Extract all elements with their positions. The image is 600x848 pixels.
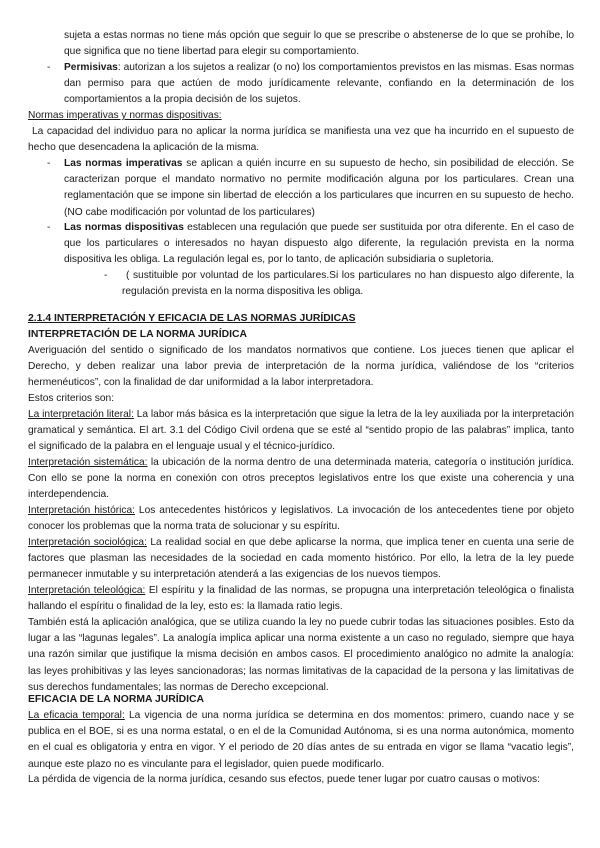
sociologica-text: La realidad social en que debe aplicarse la norma, que implica tener en cuenta una serie de factores que plasman las necesidades de la sociedad en cada momento histórico. Por ello, la letra de la ley puede permanecer inmutable y su interpretación atenderá a las exigencias de los nuevos tiempos. <box>28 537 575 581</box>
dispositivas-item <box>64 220 574 269</box>
interpretacion-heading: INTERPRETACIÓN DE LA NORMA JURÍDICA <box>28 329 247 340</box>
teleologica-term: Interpretación teleológica: <box>28 585 146 596</box>
perdida-paragraph: La pérdida de vigencia de la norma jurídica, cesando sus efectos, puede tener lugar por cuatro causas o motivos: <box>28 774 540 785</box>
analogica-paragraph: También está la aplicación analógica, que se utiliza cuando la ley no puede cubrir todas las situaciones posibles. Esto da lugar a las “lagunas legales”. La analogía implica aplicar una norma existente a un caso no regulado, siempre que haya una razón similar que justifique la misma decisión en ambos casos. El procedimiento analógico no admite la analogía: las leyes prohibitivas y las leyes sancionadoras; las normas limitativas de la capacidad de la persona y las limitativas de sus derechos fundamentales; las normas de Derecho excepcional. <box>28 617 574 693</box>
eficacia-heading: EFICACIA DE LA NORMA JURÍDICA <box>28 694 205 705</box>
imperativas-text: se aplican a quién incurre en su supuesto de hecho, sin posibilidad de elección. Se caracterizan porque el mandato normativo no permite modificación alguna por los particulares. Crean una reglamentación que se impone sin libertad de elección a los particulares que incurren en su supuesto de hecho. (NO cabe modificación por voluntad de los particulares) <box>64 158 574 218</box>
imperativas-term: Las normas imperativas <box>64 158 183 169</box>
sub-bullet-dash: - <box>104 270 108 281</box>
temporal-paragraph <box>28 708 574 773</box>
imperativas-item <box>64 156 574 221</box>
temporal-term: La eficacia temporal: <box>28 710 125 721</box>
historica-paragraph <box>28 503 574 535</box>
permisivas-term: Permisivas <box>64 62 118 73</box>
imp-disp-title: Normas imperativas y normas dispositivas: <box>28 110 222 121</box>
interpretacion-intro: Averiguación del sentido o significado de los mandatos normativos que contiene. Los jueces tienen que aplicar el Derecho, y deben realizar una labor previa de interpretación de la norma jurídica, valiéndose de los “criterios hermenéuticos”, con la finalidad de dar uniformidad a la labor interpretadora. <box>28 345 574 389</box>
sociologica-paragraph <box>28 535 574 584</box>
sistematica-term: Interpretación sistemática: <box>28 457 148 468</box>
bullet-dash: - <box>47 222 51 233</box>
teleologica-paragraph <box>28 583 574 615</box>
permisivas-item <box>64 60 574 109</box>
teleologica-text: El espíritu y la finalidad de las normas, se propugna una interpretación teleológica o finalista hallando el espíritu o finalidad de la ley, esto es: la llamada ratio legis. <box>28 585 574 613</box>
temporal-text: La vigencia de una norma jurídica se determina en dos momentos: primero, cuando nace y se publica en el BOE, si es una norma estatal, o en el de la Comunidad Autónoma, si es una norma autonómica, momento en el cual es obligatoria y entra en vigor. Y el periodo de 20 días antes de su entrada en vigor se llama “vacatio legis”, aunque este plazo no es vinculante para el legislador, quien puede modificarlo. <box>28 710 574 770</box>
criteria-lead: Estos criterios son: <box>28 393 115 404</box>
sistematica-text: la ubicación de la norma dentro de una determinada materia, categoría o institución jurídica. Con ello se pone la norma en conexión con otros preceptos legislativos entre los que existe una coherencia y una interdependencia. <box>28 457 574 501</box>
historica-text: Los antecedentes históricos y legislativos. La invocación de los antecedentes tiene por objeto conocer los problemas que la norma trata de solucionar y su espíritu. <box>28 505 575 533</box>
bullet-dash: - <box>47 158 51 169</box>
literal-paragraph <box>28 407 574 456</box>
dispositivas-subitem: ( sustituible por voluntad de los particulares.Si los particulares no han dispuesto algo diferente, la regulación prevista en la norma dispositiva les obliga. <box>122 270 574 298</box>
top-paragraph: sujeta a estas normas no tiene más opción que seguir lo que se prescribe o abstenerse de lo que se prohíbe, lo que significa que no tiene libertad para elegir su comportamiento. <box>64 30 574 58</box>
dispositivas-term: Las normas dispositivas <box>64 222 184 233</box>
literal-term: La interpretación literal: <box>28 409 134 420</box>
sociologica-term: Interpretación sociológica: <box>28 537 147 548</box>
imp-disp-intro: La capacidad del individuo para no aplicar la norma jurídica se manifiesta una vez que ha incurrido en el supuesto de hecho que desencadena la aplicación de la misma. <box>28 126 574 154</box>
literal-text: La labor más básica es la interpretación que sigue la letra de la ley auxiliada por la interpretación gramatical y semántica. El art. 3.1 del Código Civil ordena que se esté al “sentido propio de las palabras” implica, tanto el significado de la palabra en el lenguaje usual y el técnico-jurídico. <box>28 409 574 453</box>
sistematica-paragraph <box>28 455 574 504</box>
section-title: 2.1.4 INTERPRETACIÓN Y EFICACIA DE LAS NORMAS JURÍDICAS <box>28 313 356 324</box>
permisivas-text: : autorizan a los sujetos a realizar (o no) los comportamientos previstos en las mismas. Esas normas dan permiso para que actúen de modo jurídicamente relevante, confiando en la determinación de los comportamientos a la propia decisión de los sujetos. <box>64 62 574 106</box>
dispositivas-text: establecen una regulación que puede ser sustituida por otra diferente. En el caso de que los particulares o interesados no hayan dispuesto algo diferente, la regulación prevista en la norma dispositiva les obliga. La regulación legal es, por lo tanto, de aplicación subsidiaria o supletoria. <box>64 222 574 266</box>
historica-term: Interpretación histórica: <box>28 505 135 516</box>
bullet-dash: - <box>47 62 51 73</box>
